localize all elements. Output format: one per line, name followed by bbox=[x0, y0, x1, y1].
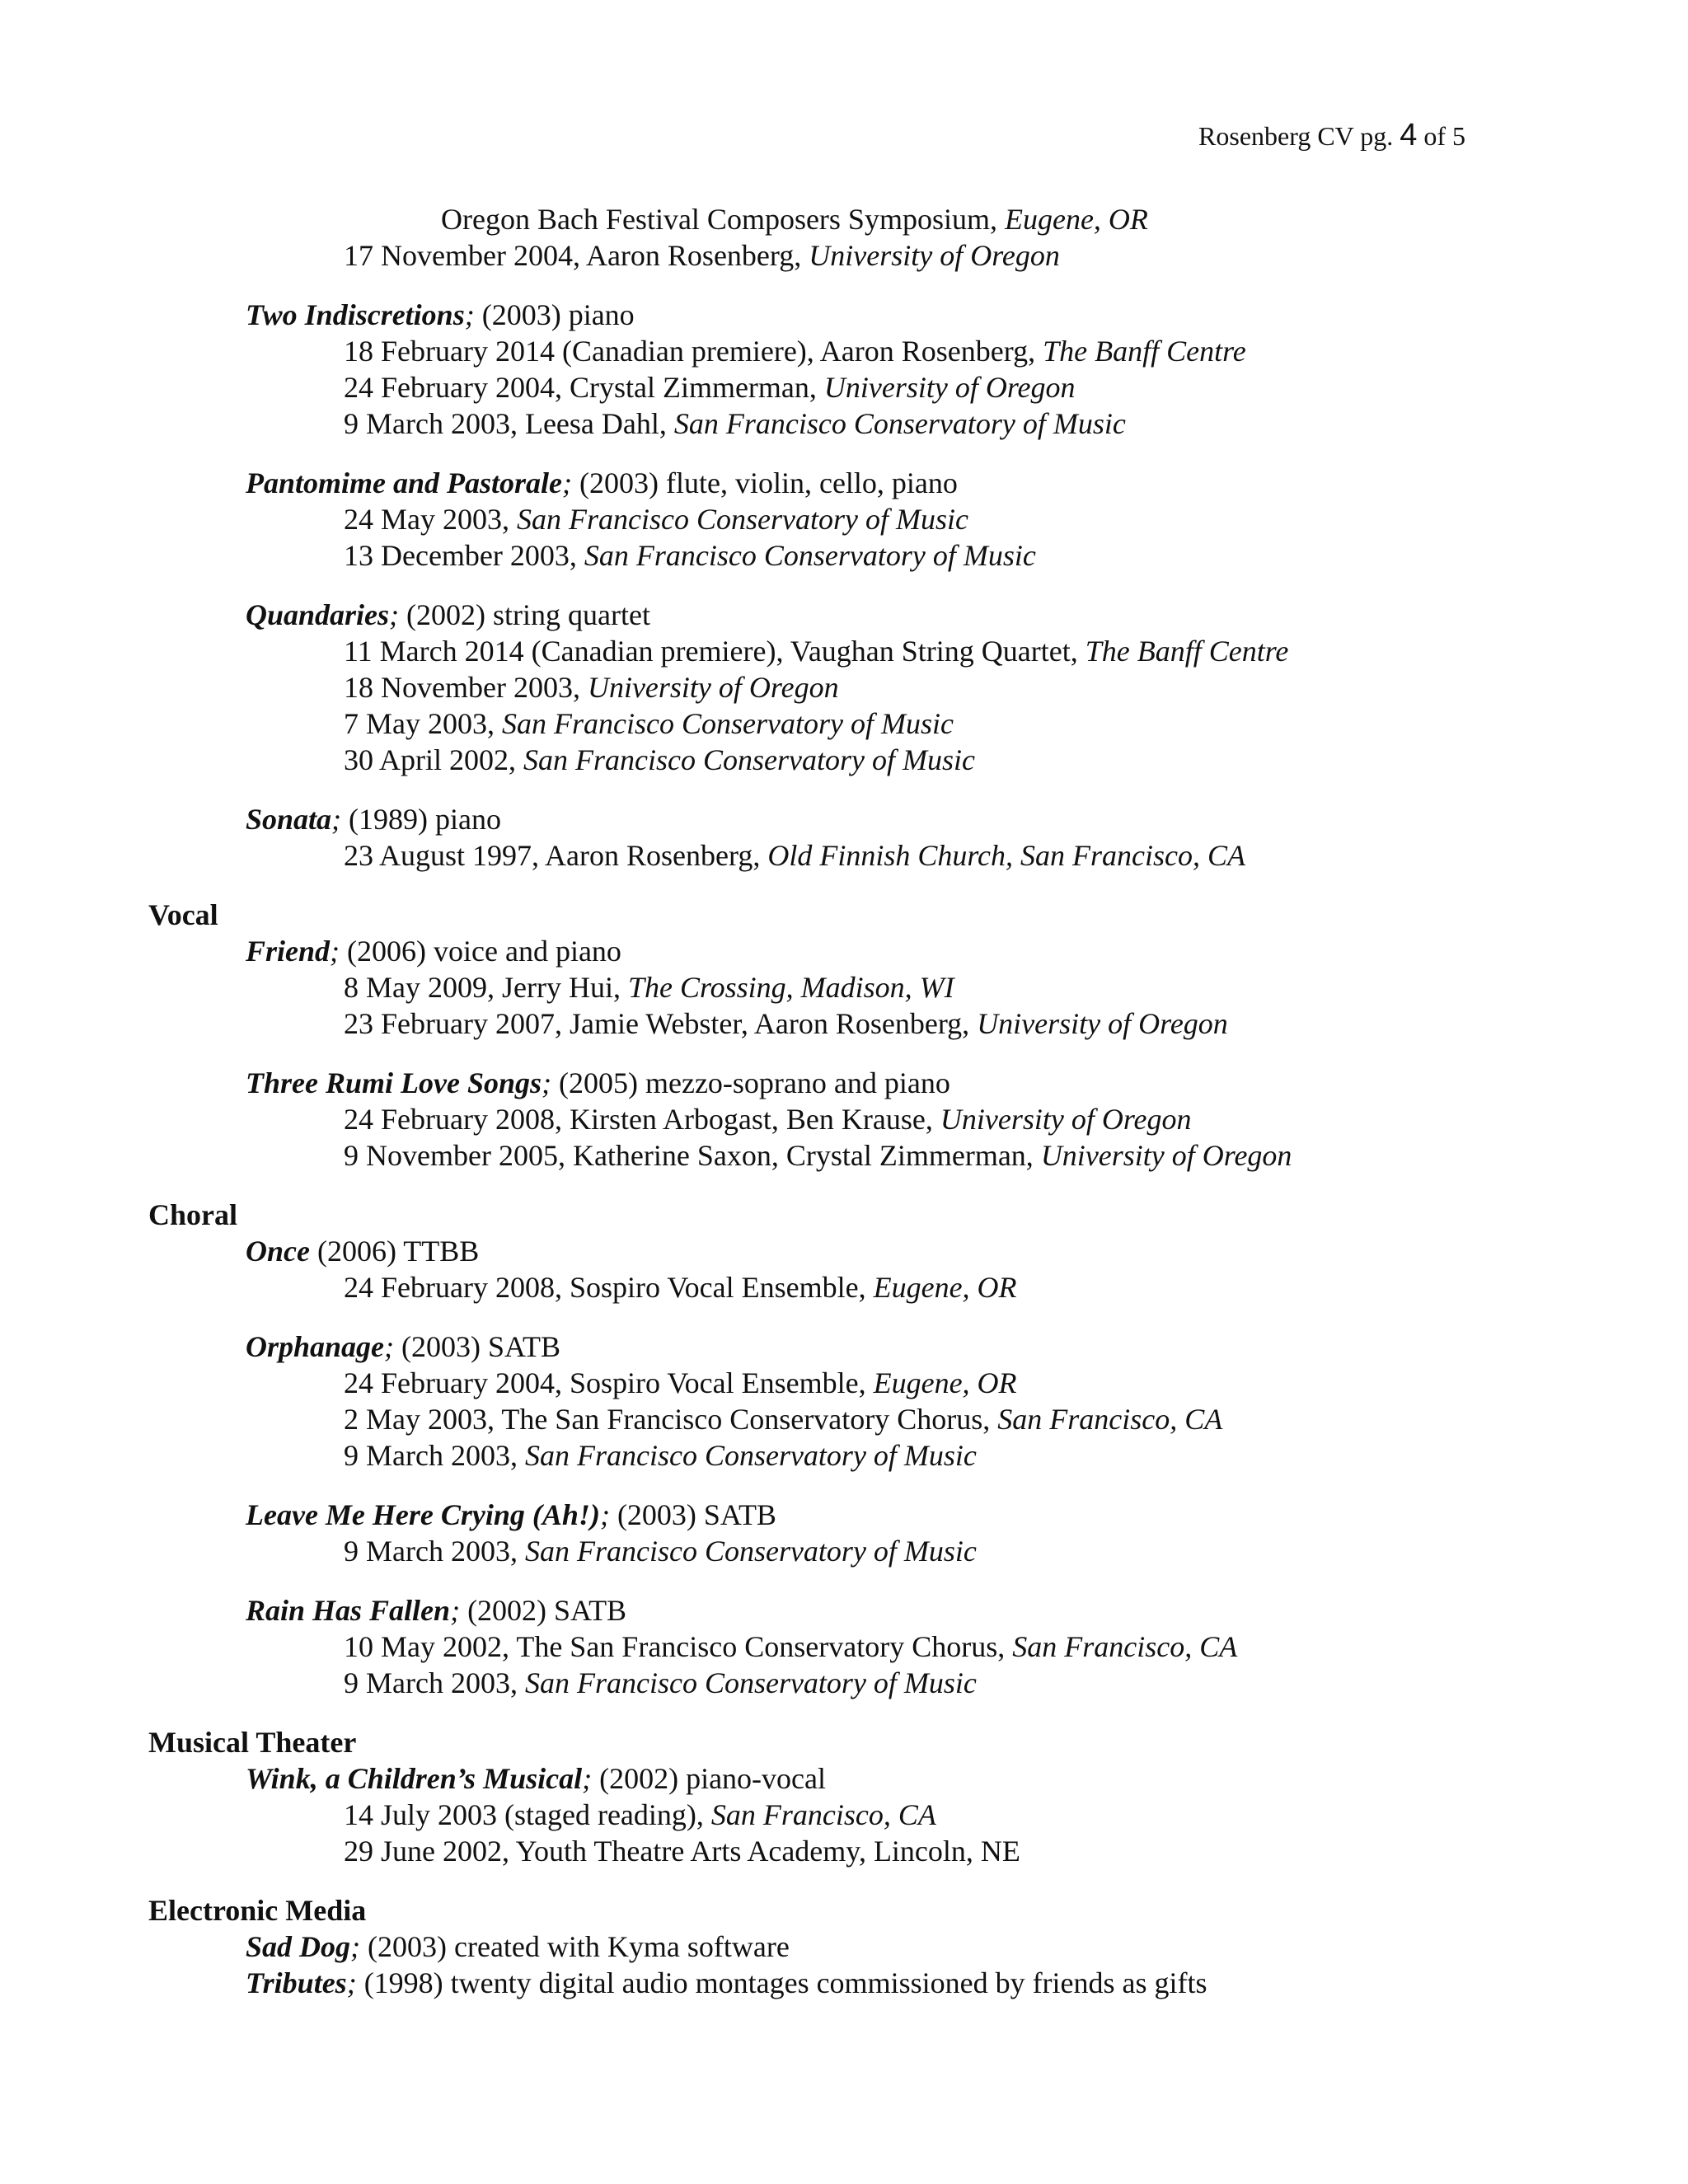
work-title-line: Rain Has Fallen; (2002) SATB bbox=[246, 1594, 627, 1627]
section-heading-musical-theater: Musical Theater bbox=[148, 1726, 357, 1759]
performance-line: 24 May 2003, San Francisco Conservatory of Music bbox=[344, 503, 968, 536]
header-suffix: of 5 bbox=[1417, 121, 1465, 151]
work-title-line: Sad Dog; (2003) created with Kyma software bbox=[246, 1930, 790, 1963]
performance-line: 23 February 2007, Jamie Webster, Aaron Rosenberg, University of Oregon bbox=[344, 1007, 1228, 1040]
performance-line: 9 March 2003, San Francisco Conservatory of Music bbox=[344, 1535, 977, 1568]
performance-line: 24 February 2008, Sospiro Vocal Ensemble, Eugene, OR bbox=[344, 1271, 1017, 1304]
section-heading-electronic-media: Electronic Media bbox=[148, 1894, 367, 1927]
work-title-line: Wink, a Children’s Musical; (2002) piano-vocal bbox=[246, 1762, 826, 1795]
work-title-line: Two Indiscretions; (2003) piano bbox=[246, 298, 635, 331]
section-heading-choral: Choral bbox=[148, 1198, 237, 1231]
performance-line: 2 May 2003, The San Francisco Conservatory Chorus, San Francisco, CA bbox=[344, 1403, 1223, 1436]
performance-line: 24 February 2004, Sospiro Vocal Ensemble, Eugene, OR bbox=[344, 1366, 1017, 1399]
performance-line: 11 March 2014 (Canadian premiere), Vaughan String Quartet, The Banff Centre bbox=[344, 635, 1289, 668]
work-title-line: Orphanage; (2003) SATB bbox=[246, 1330, 561, 1363]
work-title-line: Once (2006) TTBB bbox=[246, 1235, 480, 1268]
performance-line: 17 November 2004, Aaron Rosenberg, University of Oregon bbox=[344, 239, 1060, 272]
performance-line: 13 December 2003, San Francisco Conservatory of Music bbox=[344, 539, 1036, 572]
performance-line: 8 May 2009, Jerry Hui, The Crossing, Madison, WI bbox=[344, 971, 954, 1004]
performance-line: 24 February 2004, Crystal Zimmerman, University of Oregon bbox=[344, 371, 1076, 404]
work-title-line: Tributes; (1998) twenty digital audio montages commissioned by friends as gifts bbox=[246, 1966, 1207, 1999]
work-title-line: Three Rumi Love Songs; (2005) mezzo-soprano and piano bbox=[246, 1066, 950, 1099]
performance-line: 10 May 2002, The San Francisco Conservatory Chorus, San Francisco, CA bbox=[344, 1630, 1238, 1663]
page-header bbox=[1198, 119, 1465, 152]
work-title-line: Sonata; (1989) piano bbox=[246, 803, 502, 836]
performance-line: 7 May 2003, San Francisco Conservatory of Music bbox=[344, 707, 954, 740]
performance-line: Oregon Bach Festival Composers Symposium, Eugene, OR bbox=[441, 203, 1148, 236]
performance-line: 18 February 2014 (Canadian premiere), Aaron Rosenberg, The Banff Centre bbox=[344, 335, 1246, 368]
performance-line: 29 June 2002, Youth Theatre Arts Academy, Lincoln, NE bbox=[344, 1835, 1020, 1868]
work-title-line: Friend; (2006) voice and piano bbox=[246, 935, 621, 968]
performance-line: 9 March 2003, San Francisco Conservatory of Music bbox=[344, 1439, 977, 1472]
performance-line: 24 February 2008, Kirsten Arbogast, Ben Krause, University of Oregon bbox=[344, 1103, 1192, 1136]
work-title-line: Leave Me Here Crying (Ah!); (2003) SATB bbox=[246, 1498, 776, 1531]
cv-content bbox=[148, 201, 1500, 2001]
performance-line: 30 April 2002, San Francisco Conservatory of Music bbox=[344, 743, 975, 776]
page-number: 4 bbox=[1400, 118, 1418, 152]
work-title-line: Quandaries; (2002) string quartet bbox=[246, 598, 650, 631]
work-title-line: Pantomime and Pastorale; (2003) flute, violin, cello, piano bbox=[246, 466, 958, 499]
performance-line: 9 March 2003, Leesa Dahl, San Francisco Conservatory of Music bbox=[344, 407, 1126, 440]
performance-line: 14 July 2003 (staged reading), San Francisco, CA bbox=[344, 1798, 936, 1831]
performance-line: 9 March 2003, San Francisco Conservatory of Music bbox=[344, 1666, 977, 1699]
performance-line: 23 August 1997, Aaron Rosenberg, Old Finnish Church, San Francisco, CA bbox=[344, 839, 1245, 872]
performance-line: 18 November 2003, University of Oregon bbox=[344, 671, 839, 704]
performance-line: 9 November 2005, Katherine Saxon, Crystal Zimmerman, University of Oregon bbox=[344, 1139, 1292, 1172]
header-prefix: Rosenberg CV pg. bbox=[1198, 121, 1400, 151]
section-heading-vocal: Vocal bbox=[148, 898, 218, 931]
